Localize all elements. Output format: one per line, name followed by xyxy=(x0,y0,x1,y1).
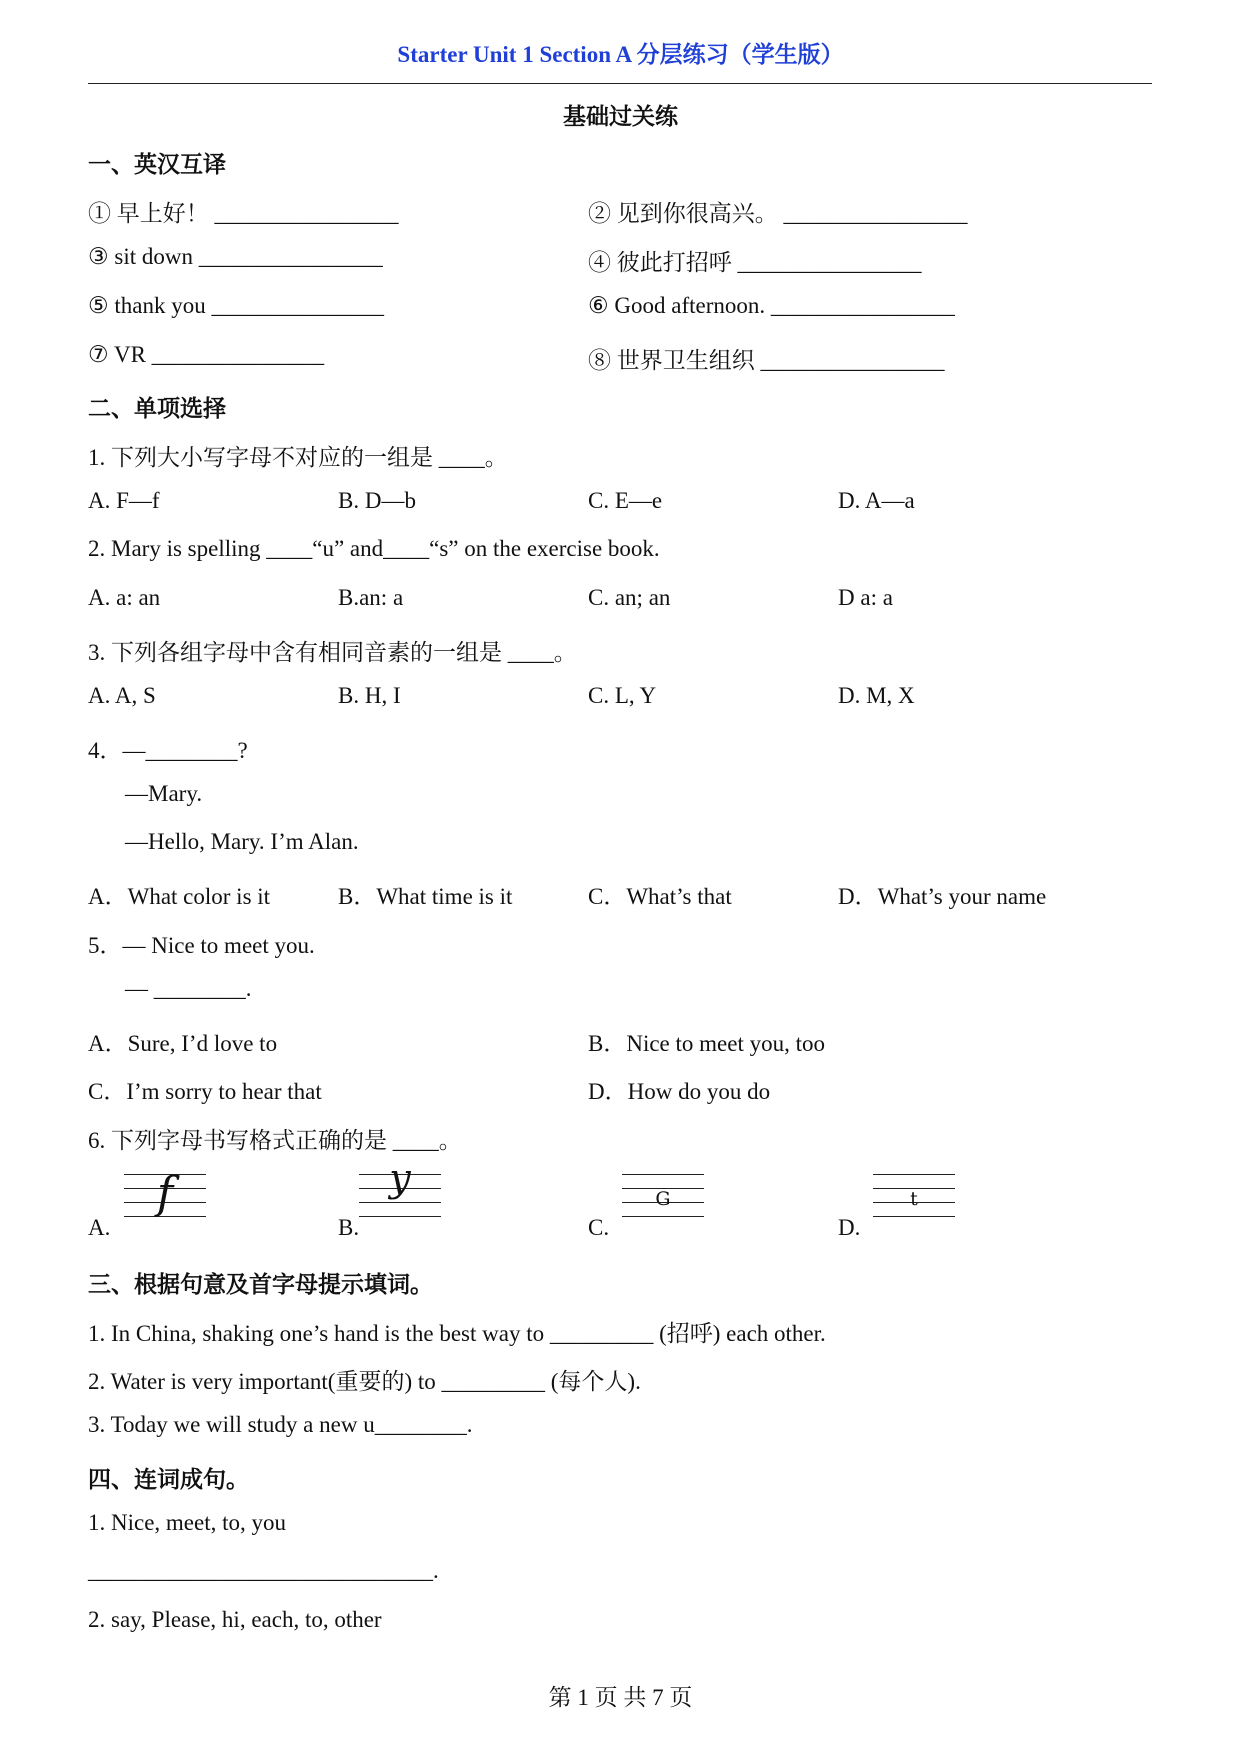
option-b: B. H, I xyxy=(338,683,401,708)
option-c-label: C. xyxy=(588,1215,610,1240)
translation-item: ⑤ thank you _______________ xyxy=(88,293,384,318)
section-3-title: 三、根据句意及首字母提示填词。 xyxy=(88,1272,433,1297)
translation-item: ③ sit down ________________ xyxy=(88,244,383,269)
answer-line: ______________________________. xyxy=(88,1558,439,1583)
handwriting-staff-b xyxy=(359,1156,441,1222)
header-rule xyxy=(88,83,1152,84)
option-d: D. M, X xyxy=(838,683,915,708)
handwriting-staff-c xyxy=(622,1174,704,1222)
translation-item: ① 早上好！ ________________ xyxy=(88,201,399,226)
letter-glyph: f xyxy=(156,1168,174,1219)
question-2-stem: 2. Mary is spelling ____“u” and____“s” on the exercise book. xyxy=(88,536,660,561)
letter-glyph: G xyxy=(655,1188,671,1210)
option-b: B．Nice to meet you, too xyxy=(588,1031,825,1056)
dialogue-line: — ________. xyxy=(125,976,252,1001)
option-d: D a: a xyxy=(838,585,893,610)
page-header: Starter Unit 1 Section A 分层练习（学生版） xyxy=(397,42,844,67)
question-5-stem: 5．— Nice to meet you. xyxy=(88,933,315,958)
translation-item: ⑧ 世界卫生组织 ________________ xyxy=(588,348,945,373)
translation-item: ④ 彼此打招呼 ________________ xyxy=(588,250,922,275)
option-c: C．What’s that xyxy=(588,884,732,909)
option-b: B.an: a xyxy=(338,585,404,610)
option-d: D．How do you do xyxy=(588,1079,771,1104)
handwriting-staff-d xyxy=(873,1174,955,1222)
translation-item: ⑦ VR _______________ xyxy=(88,342,325,367)
fill-blank-item: 2. Water is very important(重要的) to _________ (每个人). xyxy=(88,1369,641,1394)
option-a: A. F—f xyxy=(88,488,160,513)
translation-item: ② 见到你很高兴。 ________________ xyxy=(588,201,968,226)
word-order-item: 1. Nice, meet, to, you xyxy=(88,1510,287,1535)
option-c: C．I’m sorry to hear that xyxy=(88,1079,322,1104)
option-a-label: A. xyxy=(88,1215,111,1240)
fill-blank-item: 3. Today we will study a new u________. xyxy=(88,1412,473,1437)
option-d: D. A—a xyxy=(838,488,915,513)
option-a: A. a: an xyxy=(88,585,161,610)
fill-blank-item: 1. In China, shaking one’s hand is the best way to _________ (招呼) each other. xyxy=(88,1321,826,1346)
option-b-label: B. xyxy=(338,1215,360,1240)
option-d-label: D. xyxy=(838,1215,861,1240)
option-c: C. E—e xyxy=(588,488,663,513)
dialogue-line: —Hello, Mary. I’m Alan. xyxy=(125,829,359,854)
word-order-item: 2. say, Please, hi, each, to, other xyxy=(88,1607,382,1632)
option-a: A．Sure, I’d love to xyxy=(88,1031,278,1056)
option-c: C. an; an xyxy=(588,585,671,610)
handwriting-staff-a xyxy=(124,1168,206,1222)
option-b: B．What time is it xyxy=(338,884,513,909)
question-1-stem: 1. 下列大小写字母不对应的一组是 ____。 xyxy=(88,445,508,470)
section-2-title: 二、单项选择 xyxy=(88,396,226,421)
question-3-stem: 3. 下列各组字母中含有相同音素的一组是 ____。 xyxy=(88,640,577,665)
letter-glyph: t xyxy=(910,1188,918,1210)
option-b: B. D—b xyxy=(338,488,416,513)
dialogue-line: —Mary. xyxy=(125,781,203,806)
translation-item: ⑥ Good afternoon. ________________ xyxy=(588,293,955,318)
option-d: D．What’s your name xyxy=(838,884,1047,909)
option-a: A. A, S xyxy=(88,683,156,708)
letter-glyph: y xyxy=(389,1156,411,1200)
option-c: C. L, Y xyxy=(588,683,657,708)
section-1-title: 一、英汉互译 xyxy=(88,152,226,177)
page-footer: 第 1 页 共 7 页 xyxy=(548,1685,693,1710)
option-a: A．What color is it xyxy=(88,884,271,909)
question-4-stem: 4．—________? xyxy=(88,738,248,763)
page-subtitle: 基础过关练 xyxy=(563,104,678,129)
section-4-title: 四、连词成句。 xyxy=(88,1467,249,1492)
question-6-stem: 6. 下列字母书写格式正确的是 ____。 xyxy=(88,1128,462,1153)
